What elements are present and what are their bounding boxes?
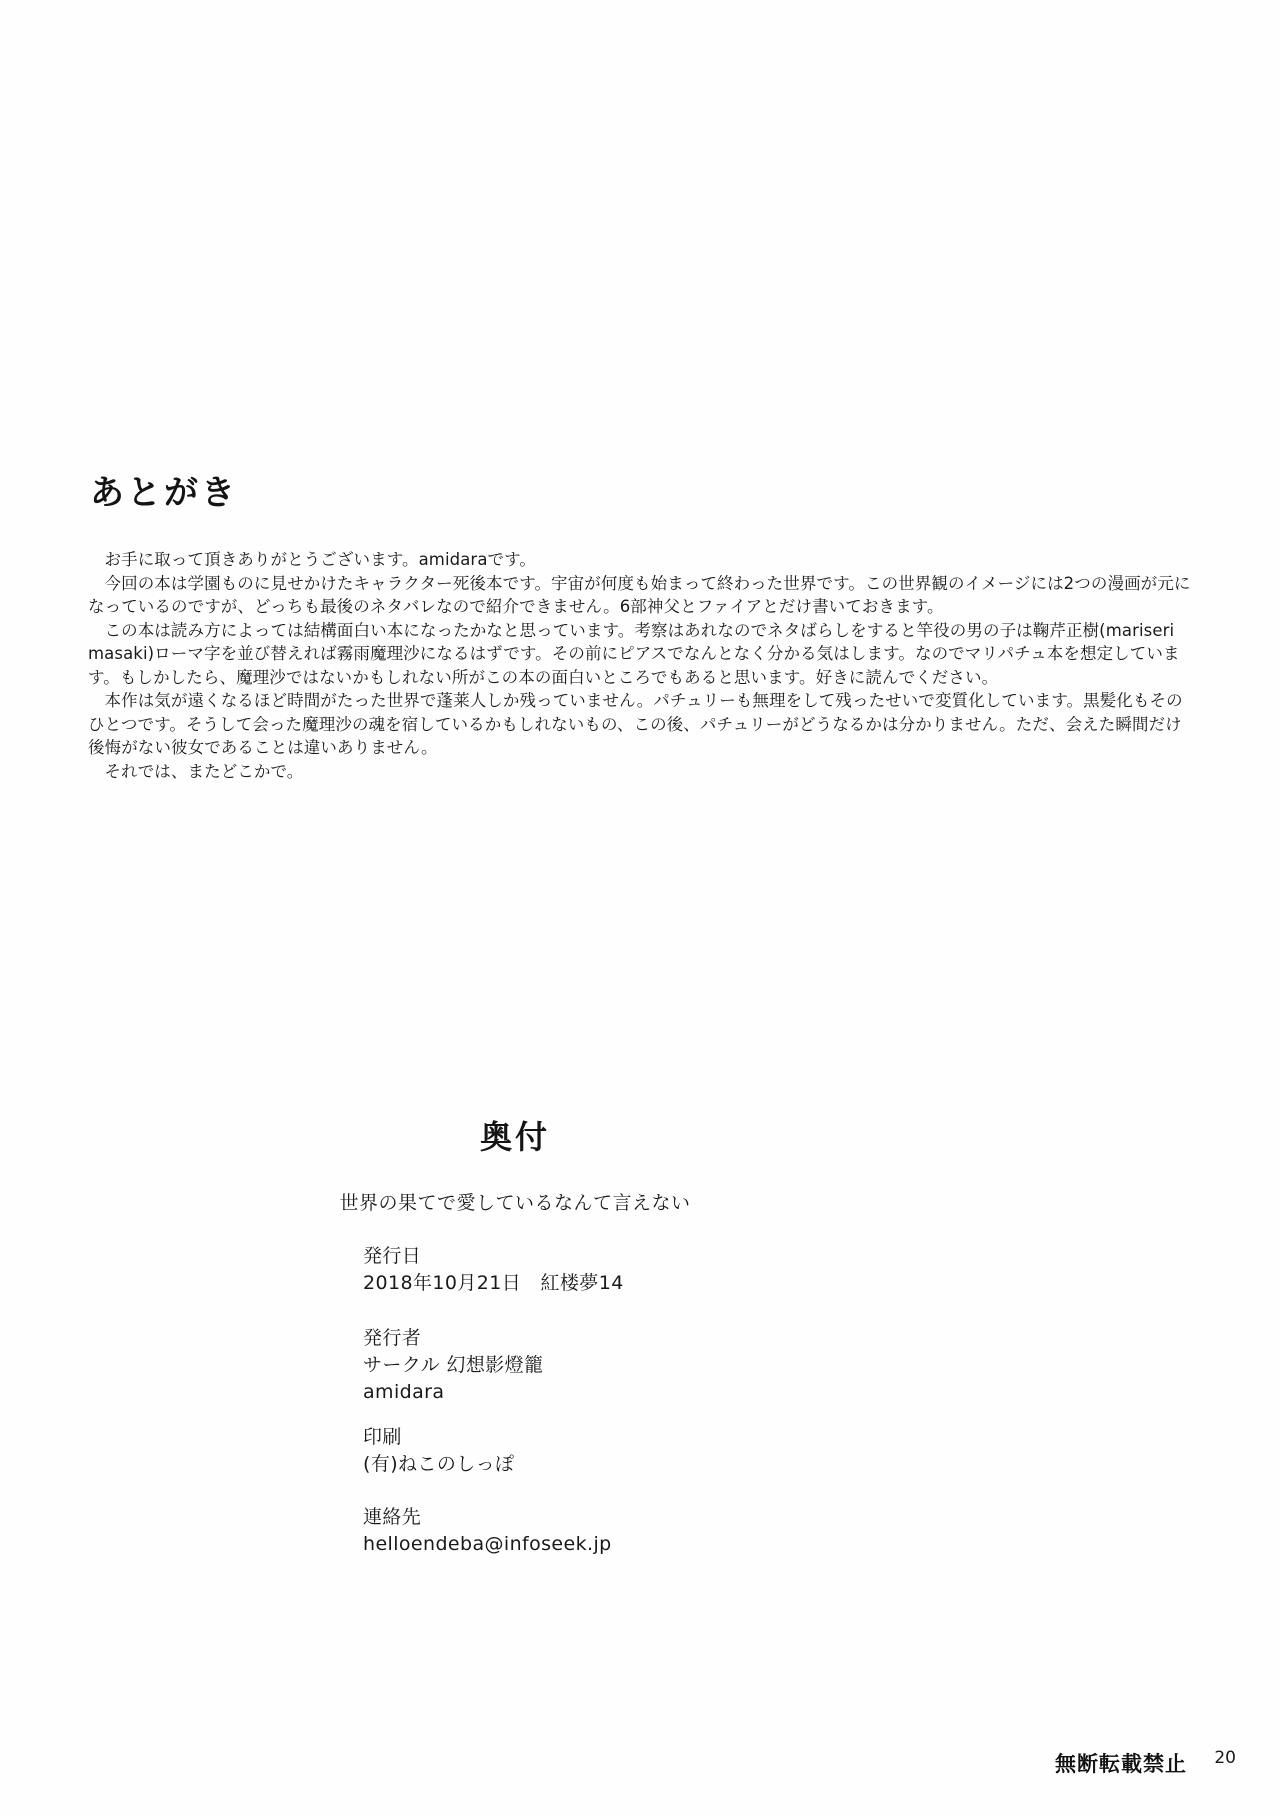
entry-value: (有)ねこのしっぽ [363, 1453, 515, 1475]
afterword-paragraph: 今回の本は学園ものに見せかけたキャラクター死後本です。宇宙が何度も始まって終わった世界です。この世界観のイメージには2つの漫画が元になっているのですが、どっちも最後のネタバレなので紹介できません。6部神父とファイアとだけ書いておきます。 [88, 573, 1191, 616]
entry-label: 発行日 [363, 1245, 422, 1267]
page-number: 20 [1214, 1748, 1236, 1768]
entry-value-author: amidara [363, 1381, 445, 1403]
colophon-entry-contact [363, 1504, 612, 1558]
entry-value: 2018年10月21日 紅楼夢14 [363, 1272, 624, 1294]
no-reprint-notice: 無断転載禁止 [1055, 1752, 1187, 1776]
colophon-entry-publication-date [363, 1243, 624, 1297]
entry-value: サークル 幻想影燈籠 [363, 1354, 544, 1376]
afterword-paragraph: この本は読み方によっては結構面白い本になったかなと思っています。考察はあれなのでネタばらしをすると竿役の男の子は鞠芹正樹(mariseri masaki)ローマ字を並び替えれば霧雨魔理沙になるはずです。その前にピアスでなんとなく分かる気はします。なのでマリパチュ本を想定しています。もしかしたら、魔理沙ではないかもしれない所がこの本の面白いところでもあると思います。好きに読んでください。 [88, 620, 1180, 687]
colophon-work-title: 世界の果てで愛しているなんて言えない [339, 1192, 691, 1214]
entry-value-email: helloendeba@infoseek.jp [363, 1533, 612, 1555]
afterword-paragraph: お手に取って頂きありがとうございます。amidaraです。 [104, 550, 537, 569]
entry-label: 連絡先 [363, 1506, 422, 1528]
colophon-entry-printer [363, 1424, 514, 1478]
entry-label: 印刷 [363, 1426, 402, 1448]
afterword-paragraph: 本作は気が遠くなるほど時間がたった世界で蓬莱人しか残っていません。パチュリーも無理をして残ったせいで変質化しています。黒髪化もそのひとつです。そうして会った魔理沙の魂を宿しているかもしれないもの、この後、パチュリーがどうなるかは分かりません。ただ、会えた瞬間だけ後悔がない彼女であることは違いありません。 [88, 691, 1183, 757]
colophon-heading: 奥付 [479, 1118, 550, 1156]
afterword-heading: あとがき [90, 473, 238, 513]
afterword-paragraph: それでは、またどこかで。 [104, 761, 304, 781]
colophon-entry-publisher [363, 1325, 543, 1406]
entry-label: 発行者 [363, 1327, 422, 1349]
afterword-body [88, 548, 1198, 783]
